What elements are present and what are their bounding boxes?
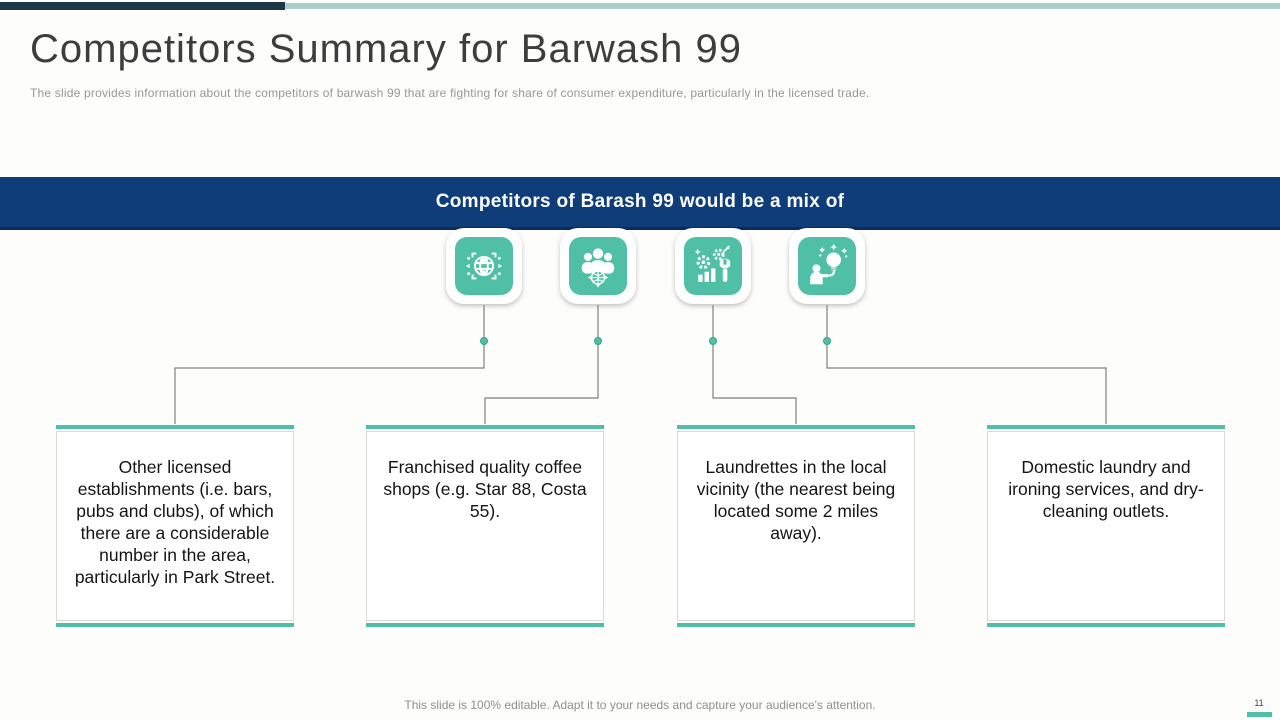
top-accent-bar-pale	[285, 3, 1280, 9]
page-title: Competitors Summary for Barwash 99	[30, 27, 743, 71]
competitor-text-4: Domestic laundry and ironing services, and dry-cleaning outlets.	[987, 431, 1225, 621]
box-accent-bottom	[677, 623, 915, 627]
competitor-box-4	[987, 425, 1225, 627]
top-accent-bar-dark	[0, 2, 285, 10]
banner-heading: Competitors of Barash 99 would be a mix of	[0, 177, 1280, 230]
competitor-box-2	[366, 425, 604, 627]
box-accent-top	[366, 425, 604, 429]
box-accent-top	[677, 425, 915, 429]
box-accent-top	[56, 425, 294, 429]
icon-card-3	[675, 228, 751, 304]
gears-growth-icon	[684, 237, 742, 295]
competitor-text-2: Franchised quality coffee shops (e.g. Star 88, Costa 55).	[366, 431, 604, 621]
box-accent-bottom	[366, 623, 604, 627]
page-number: 11	[1254, 698, 1264, 708]
team-globe-icon	[569, 237, 627, 295]
footer-note: This slide is 100% editable. Adapt it to your needs and capture your audience's attention.	[404, 698, 876, 712]
competitor-text-3: Laundrettes in the local vicinity (the nearest being located some 2 miles away).	[677, 431, 915, 621]
page-number-accent	[1247, 712, 1272, 717]
icon-card-2	[560, 228, 636, 304]
icon-card-1	[446, 228, 522, 304]
globe-network-icon	[455, 237, 513, 295]
icon-card-4	[789, 228, 865, 304]
competitor-text-1: Other licensed establishments (i.e. bars, pubs and clubs), of which there are a considerable number in the area, particularly in Park Street.	[56, 431, 294, 621]
idea-lightbulb-icon	[798, 237, 856, 295]
competitor-box-3	[677, 425, 915, 627]
slide-subtitle: The slide provides information about the competitors of barwash 99 that are fighting for share of consumer expenditure, particularly in the licensed trade.	[30, 86, 870, 100]
box-accent-bottom	[987, 623, 1225, 627]
competitor-box-1	[56, 425, 294, 627]
box-accent-top	[987, 425, 1225, 429]
box-accent-bottom	[56, 623, 294, 627]
